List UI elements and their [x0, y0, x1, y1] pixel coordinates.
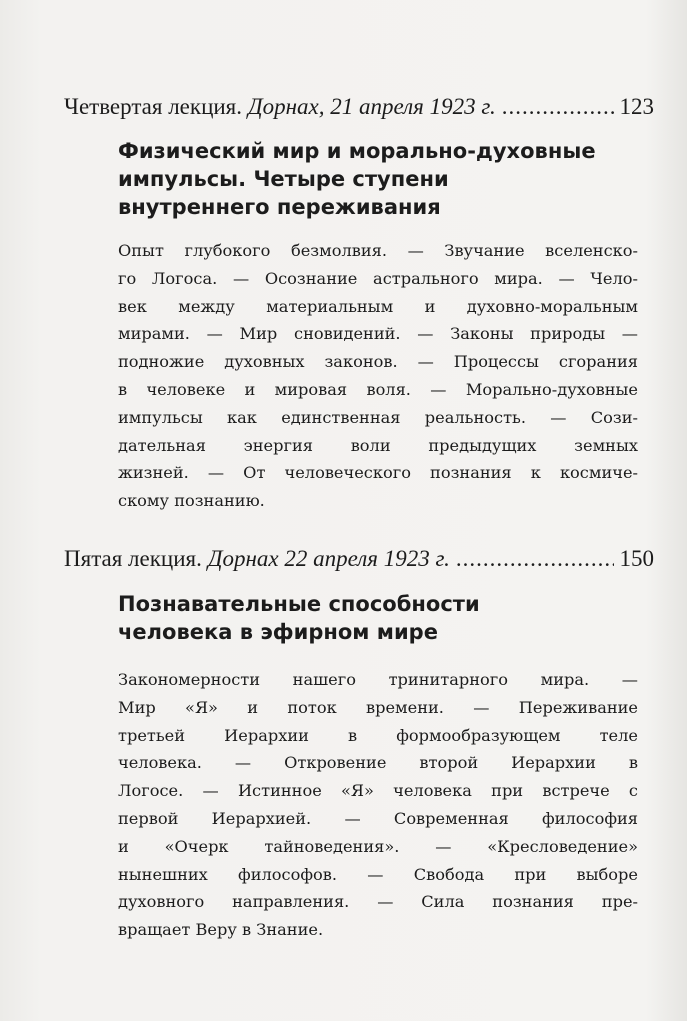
heading-line: Физический мир и морально-духовные: [118, 139, 596, 163]
heading-line: внутреннего переживания: [118, 195, 441, 219]
summary-line: импульсы как единственная реальность. — Сози-: [118, 407, 638, 427]
summary-line: мирами. — Мир сновидений. — Законы природы —: [118, 324, 638, 344]
lecture-heading: [118, 590, 638, 646]
page-number: 150: [619, 546, 654, 571]
dot-leader: [456, 545, 614, 573]
lecture-place-date: Дорнах, 21 апреля 1923 г.: [248, 94, 496, 119]
toc-entry-lecture-4: [64, 93, 654, 121]
summary-line: жизней. — От человеческого познания к космиче-: [118, 463, 638, 483]
summary-line: первой Иерархией. — Современная философия: [118, 808, 638, 828]
summary-line: Опыт глубокого безмолвия. — Звучание вселенско-: [118, 241, 638, 260]
summary-line: человека. — Откровение второй Иерархии в: [118, 753, 638, 773]
heading-line: импульсы. Четыре ступени: [118, 167, 449, 191]
lecture-summary: [118, 666, 638, 944]
page-number: 123: [619, 94, 654, 119]
summary-line: нынешних философов. — Свобода при выборе: [118, 864, 638, 884]
summary-line: Мир «Я» и поток времени. — Переживание: [118, 697, 638, 717]
heading-line: человека в эфирном мире: [118, 620, 438, 644]
summary-line: подножие духовных законов. — Процессы сгорания: [118, 352, 638, 372]
summary-line: век между материальным и духовно-моральным: [118, 296, 638, 316]
lecture-summary: [118, 237, 638, 515]
summary-line: духовного направления. — Сила познания пре-: [118, 892, 638, 912]
heading-line: Познавательные способности: [118, 592, 480, 616]
summary-line: Закономерности нашего тринитарного мира. —: [118, 670, 638, 689]
toc-entry-lecture-5: [64, 545, 654, 573]
summary-line: Логосе. — Истинное «Я» человека при встрече с: [118, 781, 638, 801]
lecture-place-date: Дорнах 22 апреля 1923 г.: [207, 546, 450, 571]
summary-line: вращает Веру в Знание.: [118, 920, 324, 940]
summary-line: третьей Иерархии в формообразующем теле: [118, 725, 638, 745]
summary-line: в человеке и мировая воля. — Морально-духовные: [118, 379, 638, 399]
lecture-label: Пятая лекция.: [64, 546, 202, 571]
summary-line: дательная энергия воли предыдущих земных: [118, 435, 638, 455]
lecture-heading: [118, 137, 638, 221]
summary-line: и «Очерк тайноведения». — «Кресловедение»: [118, 836, 638, 856]
dot-leader: [502, 93, 614, 121]
lecture-label: Четвертая лекция.: [64, 94, 243, 119]
summary-line: скому познанию.: [118, 491, 265, 511]
summary-line: го Логоса. — Осознание астрального мира. — Чело-: [118, 268, 638, 288]
